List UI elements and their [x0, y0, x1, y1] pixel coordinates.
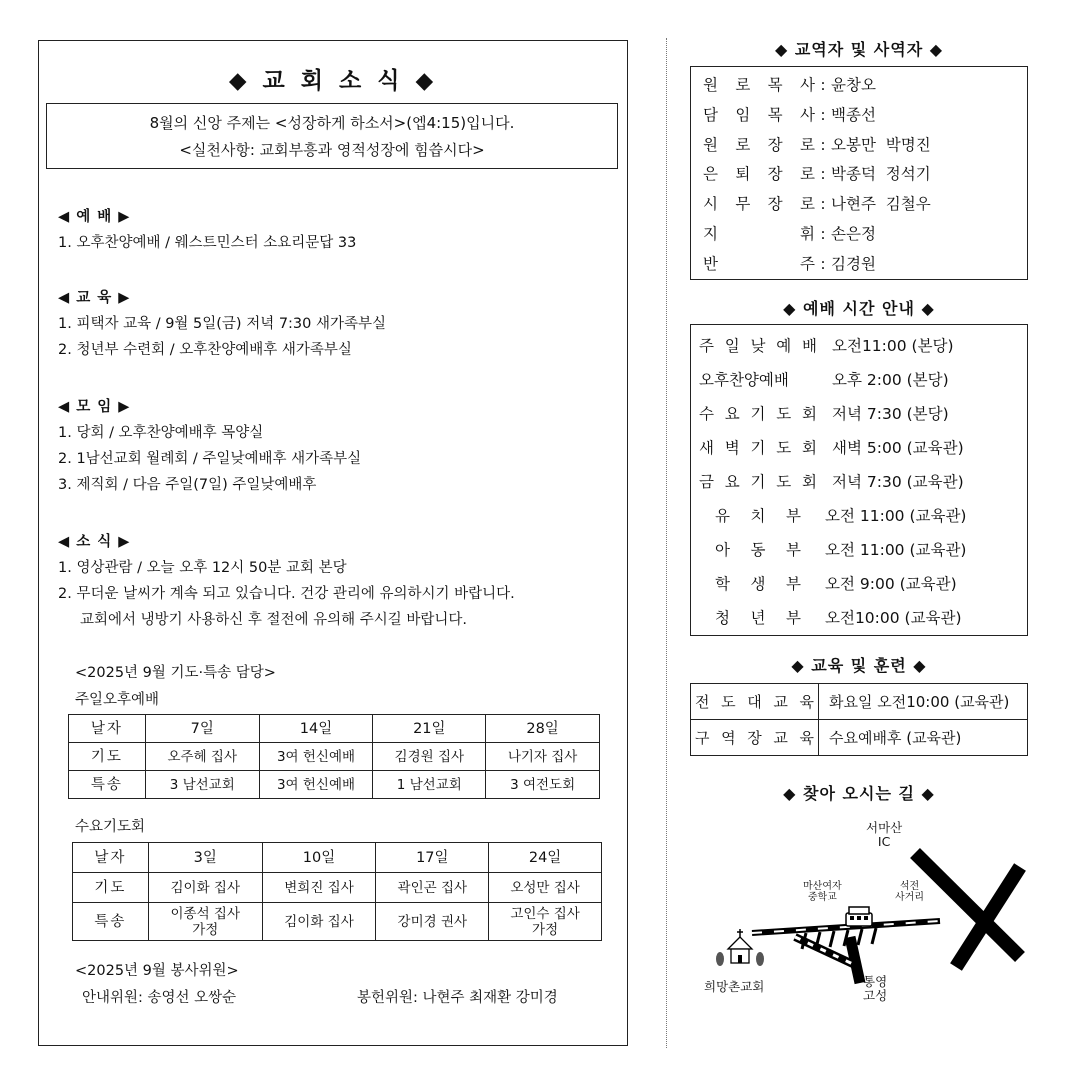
table-cell: 1 남선교회 — [373, 771, 486, 799]
worship-name: 유 치 부 — [715, 507, 801, 525]
section-heading: ◀ 모 임 ▶ — [58, 399, 131, 415]
separator: : — [820, 224, 826, 243]
worship-name: 청 년 부 — [715, 609, 801, 627]
worship-name: 학 생 부 — [715, 575, 801, 593]
table-header-cell: 10일 — [262, 843, 376, 873]
list-item: 교회에서 냉방기 사용하신 후 절전에 유의해 주시길 바랍니다. — [80, 612, 468, 628]
map-label-church: 희망촌교회 — [704, 979, 765, 994]
map-label-line: IC — [877, 834, 891, 849]
worship-time-row — [691, 499, 1027, 533]
worship-time: 오전11:00 (본당) — [832, 337, 954, 355]
map-label-line: 사거리 — [895, 892, 924, 903]
table-cell: 김이화 집사 — [148, 873, 262, 903]
training-name: 구 역 장 교 육 — [691, 720, 819, 756]
staff-role: 원 로 목 사 — [703, 76, 815, 94]
list-item: 1. 당회 / 오후찬양예배후 목양실 — [58, 425, 264, 441]
map-label-ic — [866, 821, 902, 849]
wednesday-duty-label: 수요기도회 — [75, 819, 146, 835]
worship-name: 새 벽 기 도 회 — [699, 439, 817, 457]
table-header-cell: 날자 — [73, 843, 149, 873]
table-cell: 나기자 집사 — [486, 743, 600, 771]
worship-time-row — [691, 533, 1027, 567]
cell-line: 고인수 집사 — [510, 905, 580, 922]
training-table — [690, 683, 1028, 756]
list-item: 1. 오후찬양예배 / 웨스트민스터 소요리문답 33 — [58, 235, 357, 251]
training-row — [691, 720, 1028, 756]
staff-role: 은 퇴 장 로 — [703, 165, 815, 184]
list-item: 2. 무더운 날씨가 계속 되고 있습니다. 건강 관리에 유의하시기 바랍니다. — [58, 586, 515, 602]
sunday-duty-table — [68, 714, 600, 799]
row-label: 기도 — [69, 743, 146, 771]
staff-row — [703, 220, 1027, 250]
service-title: <2025년 9월 봉사위원> — [75, 963, 239, 979]
training-heading: ◆ 교육 및 훈련 ◆ — [791, 656, 927, 675]
worship-time-row — [691, 465, 1027, 499]
list-item: 2. 청년부 수련회 / 오후찬양예배후 새가족부실 — [58, 342, 352, 358]
map-label-south — [863, 975, 887, 1003]
worship-times-heading: ◆ 예배 시간 안내 ◆ — [783, 299, 935, 318]
staff-name: 나현주 김철우 — [831, 195, 931, 214]
worship-time: 오전 11:00 (교육관) — [825, 541, 967, 559]
staff-name: 박종덕 정석기 — [831, 165, 931, 184]
directions-map — [690, 815, 1028, 1015]
table-header-cell: 24일 — [489, 843, 602, 873]
wednesday-duty-table — [72, 842, 602, 941]
table-cell — [148, 903, 262, 941]
staff-role: 원 로 장 로 — [703, 135, 815, 154]
worship-time: 오전10:00 (교육관) — [825, 609, 962, 627]
list-item: 1. 피택자 교육 / 9월 5일(금) 저녁 7:30 새가족부실 — [58, 316, 387, 332]
table-cell: 3 여전도회 — [486, 771, 600, 799]
section-heading: ◀ 교 육 ▶ — [58, 290, 131, 306]
table-header-cell: 28일 — [486, 715, 600, 743]
table-cell: 오주헤 집사 — [145, 743, 259, 771]
separator: : — [820, 105, 826, 124]
separator: : — [820, 135, 826, 154]
duty-title: <2025년 9월 기도·특송 담당> — [75, 665, 276, 681]
table-cell: 김경원 집사 — [373, 743, 486, 771]
table-header-cell: 17일 — [376, 843, 489, 873]
row-label: 특송 — [73, 903, 149, 941]
section-heading: ◀ 소 식 ▶ — [58, 534, 131, 550]
table-cell — [376, 903, 489, 941]
map-label-line: 통영 — [863, 974, 888, 989]
worship-time-row — [691, 567, 1027, 601]
staff-role: 반 주 — [703, 254, 815, 273]
separator: : — [820, 254, 826, 273]
staff-name: 김경원 — [831, 254, 876, 273]
worship-name: 주 일 낮 예 배 — [699, 337, 817, 355]
directions-heading: ◆ 찾아 오시는 길 ◆ — [783, 784, 935, 803]
worship-section — [58, 204, 356, 256]
worship-name: 금 요 기 도 회 — [699, 473, 817, 491]
worship-time: 오전 9:00 (교육관) — [825, 575, 957, 593]
staff-row — [703, 250, 1027, 280]
training-name: 전 도 대 교 육 — [691, 684, 819, 720]
map-label-line: 중학교 — [807, 892, 837, 903]
news-title: ◆ 교 회 소 식 ◆ — [228, 68, 438, 94]
table-cell: 3여 헌신예배 — [259, 743, 373, 771]
staff-row — [703, 71, 1027, 101]
worship-times-box — [690, 324, 1028, 636]
separator: : — [820, 195, 826, 214]
cell-line: 이종석 집사 — [170, 905, 240, 922]
map-label-line: 고성 — [863, 988, 888, 1003]
worship-time-row — [691, 329, 1027, 363]
worship-time: 오후 2:00 (본당) — [832, 371, 949, 389]
training-time: 수요예배후 (교육관) — [819, 720, 1028, 756]
table-cell: 변희진 집사 — [262, 873, 376, 903]
table-cell: 3여 헌신예배 — [259, 771, 373, 799]
separator: : — [820, 165, 826, 184]
staff-name: 오봉만 박명진 — [831, 135, 931, 154]
table-header-cell: 21일 — [373, 715, 486, 743]
staff-name: 백종선 — [831, 105, 876, 124]
map-label-crossroad — [895, 881, 924, 903]
table-cell: 오성만 집사 — [489, 873, 602, 903]
worship-time: 오전 11:00 (교육관) — [825, 507, 967, 525]
staff-role: 담 임 목 사 — [703, 105, 815, 124]
staff-row — [703, 101, 1027, 131]
table-cell — [262, 903, 376, 941]
list-item: 1. 영상관람 / 오늘 오후 12시 50분 교회 본당 — [58, 560, 347, 576]
worship-time-row — [691, 363, 1027, 397]
section-heading: ◀ 예 배 ▶ — [58, 209, 131, 225]
staff-heading: ◆ 교역자 및 사역자 ◆ — [774, 40, 944, 59]
staff-row — [703, 190, 1027, 220]
cell-line: 김이화 집사 — [284, 913, 354, 930]
cell-line: 가정 — [532, 921, 559, 938]
table-cell: 곽인곤 집사 — [376, 873, 489, 903]
worship-name: 수 요 기 도 회 — [699, 405, 817, 423]
church-icon — [728, 929, 752, 963]
staff-name: 손은정 — [831, 224, 876, 243]
offering-committee: 봉헌위원: 나현주 최재환 강미경 — [357, 990, 558, 1006]
table-header-cell: 날자 — [69, 715, 146, 743]
sunday-duty-label: 주일오후예배 — [75, 692, 160, 708]
worship-time-row — [691, 431, 1027, 465]
theme-box — [46, 103, 618, 169]
practice-line: <실천사항: 교회부흥과 영적성장에 힘씁시다> — [179, 141, 485, 159]
table-header-cell: 14일 — [259, 715, 373, 743]
map-label-school — [803, 881, 842, 903]
table-cell — [489, 903, 602, 941]
map-label-line: 석전 — [899, 881, 920, 892]
column-divider — [666, 38, 667, 1048]
list-item: 3. 제직회 / 다음 주일(7일) 주일낮예배후 — [58, 477, 317, 493]
meeting-section — [58, 394, 361, 498]
separator: : — [820, 76, 826, 94]
cell-line: 강미경 권사 — [397, 913, 468, 930]
staff-row — [703, 131, 1027, 161]
map-label-line: 마산여자 — [803, 881, 842, 892]
table-header-cell: 3일 — [148, 843, 262, 873]
training-row — [691, 684, 1028, 720]
table-header-cell: 7일 — [145, 715, 259, 743]
cell-line: 가정 — [192, 921, 219, 938]
worship-time: 새벽 5:00 (교육관) — [832, 439, 964, 457]
worship-time: 저녁 7:30 (본당) — [832, 405, 949, 423]
row-label: 기도 — [73, 873, 149, 903]
worship-time: 저녁 7:30 (교육관) — [832, 473, 964, 491]
staff-name: 윤창오 — [831, 76, 876, 94]
education-section — [58, 285, 386, 363]
training-time: 화요일 오전10:00 (교육관) — [819, 684, 1028, 720]
staff-role: 지 휘 — [703, 224, 815, 243]
worship-time-row — [691, 601, 1027, 635]
row-label: 특송 — [69, 771, 146, 799]
staff-row — [703, 160, 1027, 190]
worship-time-row — [691, 397, 1027, 431]
map-label-line: 서마산 — [866, 820, 903, 835]
worship-name: 아 동 부 — [715, 541, 801, 559]
list-item: 2. 1남선교회 월례회 / 주일낮예배후 새가족부실 — [58, 451, 362, 467]
staff-box — [690, 66, 1028, 280]
notice-section — [58, 529, 515, 633]
staff-role: 시 무 장 로 — [703, 195, 815, 214]
school-bus-icon — [846, 907, 872, 926]
theme-line: 8월의 신앙 주제는 <성장하게 하소서>(엡4:15)입니다. — [149, 114, 515, 132]
worship-name: 오후찬양예배 — [699, 371, 789, 389]
guide-committee: 안내위원: 송영선 오쌍순 — [82, 990, 237, 1006]
table-cell: 3 남선교회 — [145, 771, 259, 799]
